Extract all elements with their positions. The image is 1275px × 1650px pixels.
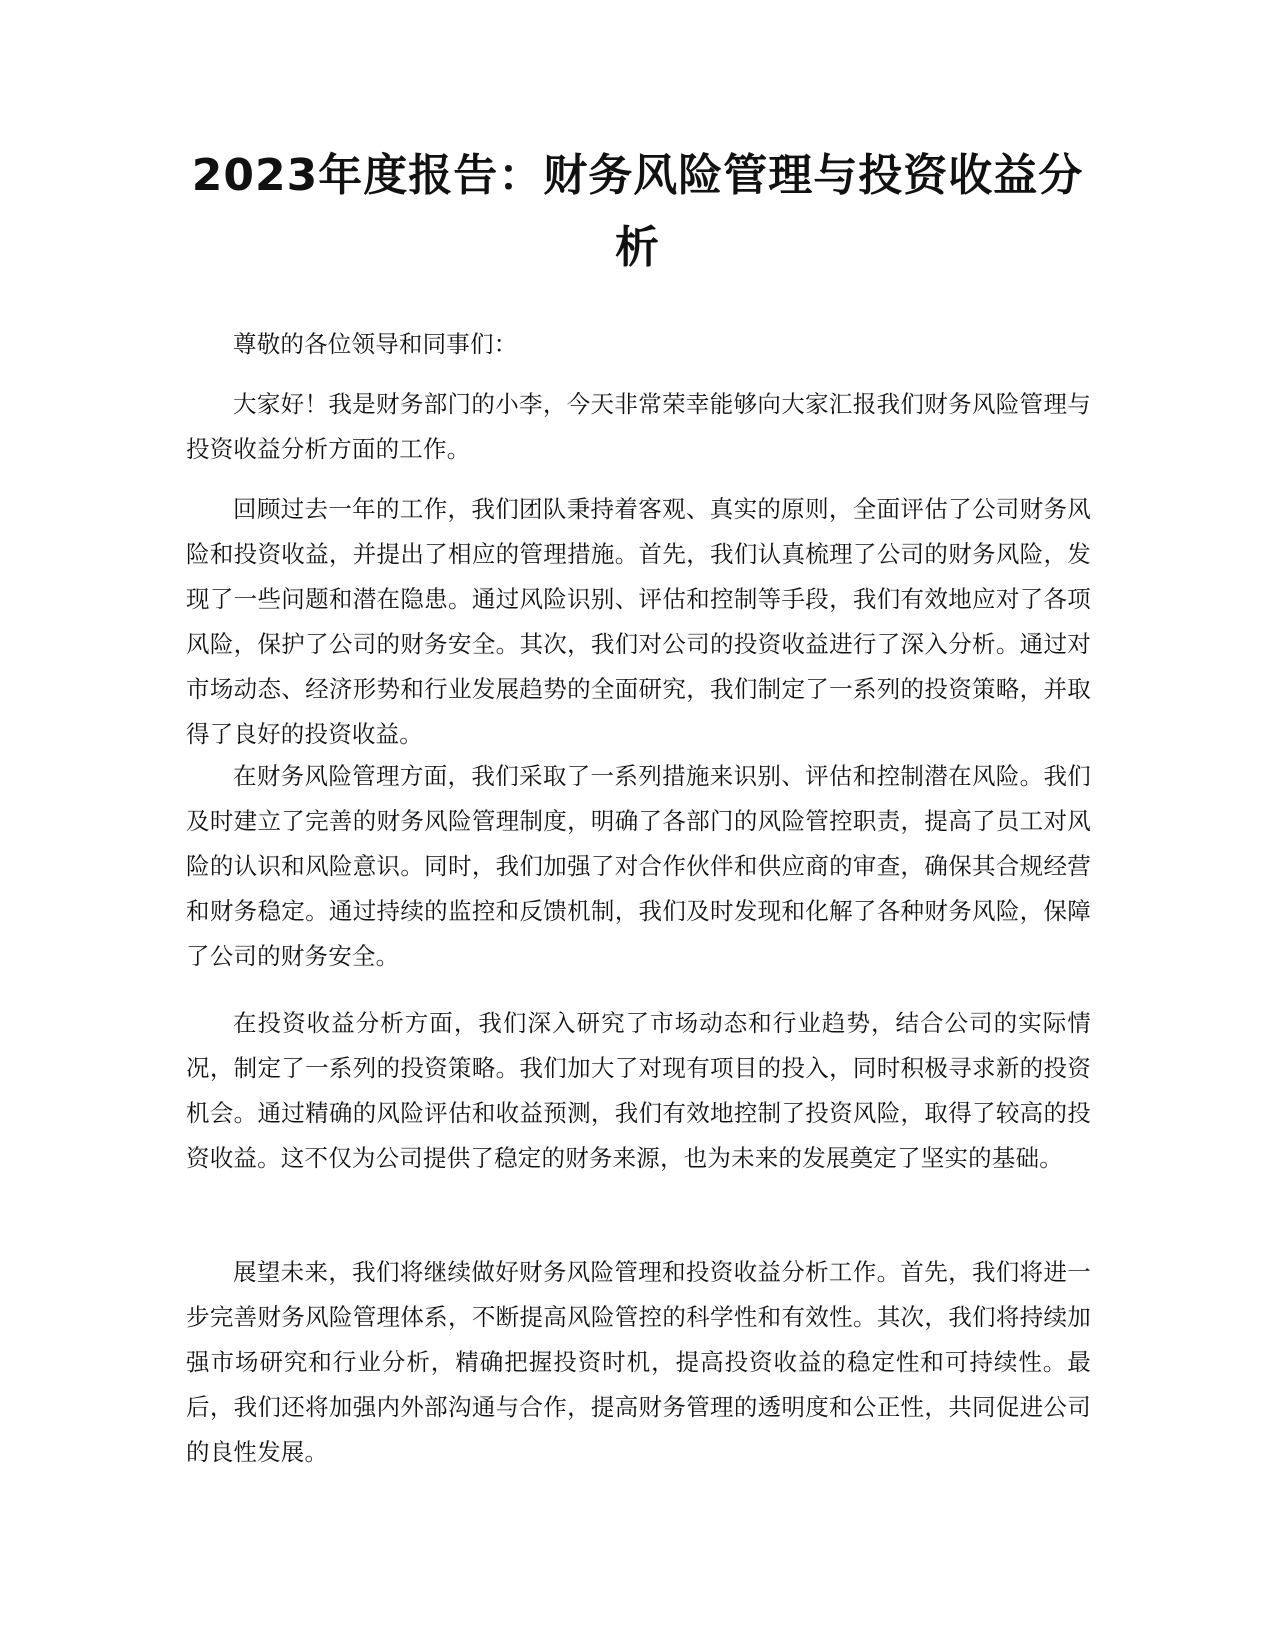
document-title: 2023年度报告：财务风险管理与投资收益分析 <box>191 150 1084 273</box>
greeting-paragraph: 尊敬的各位领导和同事们： <box>233 330 518 358</box>
review-paragraph: 回顾过去一年的工作，我们团队秉持着客观、真实的原则，全面评估了公司财务风险和投资收益，并提出了相应的管理措施。首先，我们认真梳理了公司的财务风险，发现了一些问题和潜在隐患。通过风险识别、评估和控制等手段，我们有效地应对了各项风险，保护了公司的财务安全。其次，我们对公司的投资收益进行了深入分析。通过对市场动态、经济形势和行业发展趋势的全面研究，我们制定了一系列的投资策略，并取得了良好的投资收益。 <box>186 495 1091 748</box>
intro-paragraph: 大家好！我是财务部门的小李，今天非常荣幸能够向大家汇报我们财务风险管理与投资收益分析方面的工作。 <box>186 390 1091 463</box>
investment-analysis-paragraph: 在投资收益分析方面，我们深入研究了市场动态和行业趋势，结合公司的实际情况，制定了一系列的投资策略。我们加大了对现有项目的投入，同时积极寻求新的投资机会。通过精确的风险评估和收益预测，我们有效地控制了投资风险，取得了较高的投资收益。这不仅为公司提供了稳定的财务来源，也为未来的发展奠定了坚实的基础。 <box>186 1009 1091 1172</box>
outlook-paragraph: 展望未来，我们将继续做好财务风险管理和投资收益分析工作。首先，我们将进一步完善财务风险管理体系，不断提高风险管控的科学性和有效性。其次，我们将持续加强市场研究和行业分析，精确把握投资时机，提高投资收益的稳定性和可持续性。最后，我们还将加强内外部沟通与合作，提高财务管理的透明度和公正性，共同促进公司的良性发展。 <box>186 1258 1091 1466</box>
risk-management-paragraph: 在财务风险管理方面，我们采取了一系列措施来识别、评估和控制潜在风险。我们及时建立了完善的财务风险管理制度，明确了各部门的风险管控职责，提高了员工对风险的认识和风险意识。同时，我们加强了对合作伙伴和供应商的审查，确保其合规经营和财务稳定。通过持续的监控和反馈机制，我们及时发现和化解了各种财务风险，保障了公司的财务安全。 <box>186 762 1091 970</box>
